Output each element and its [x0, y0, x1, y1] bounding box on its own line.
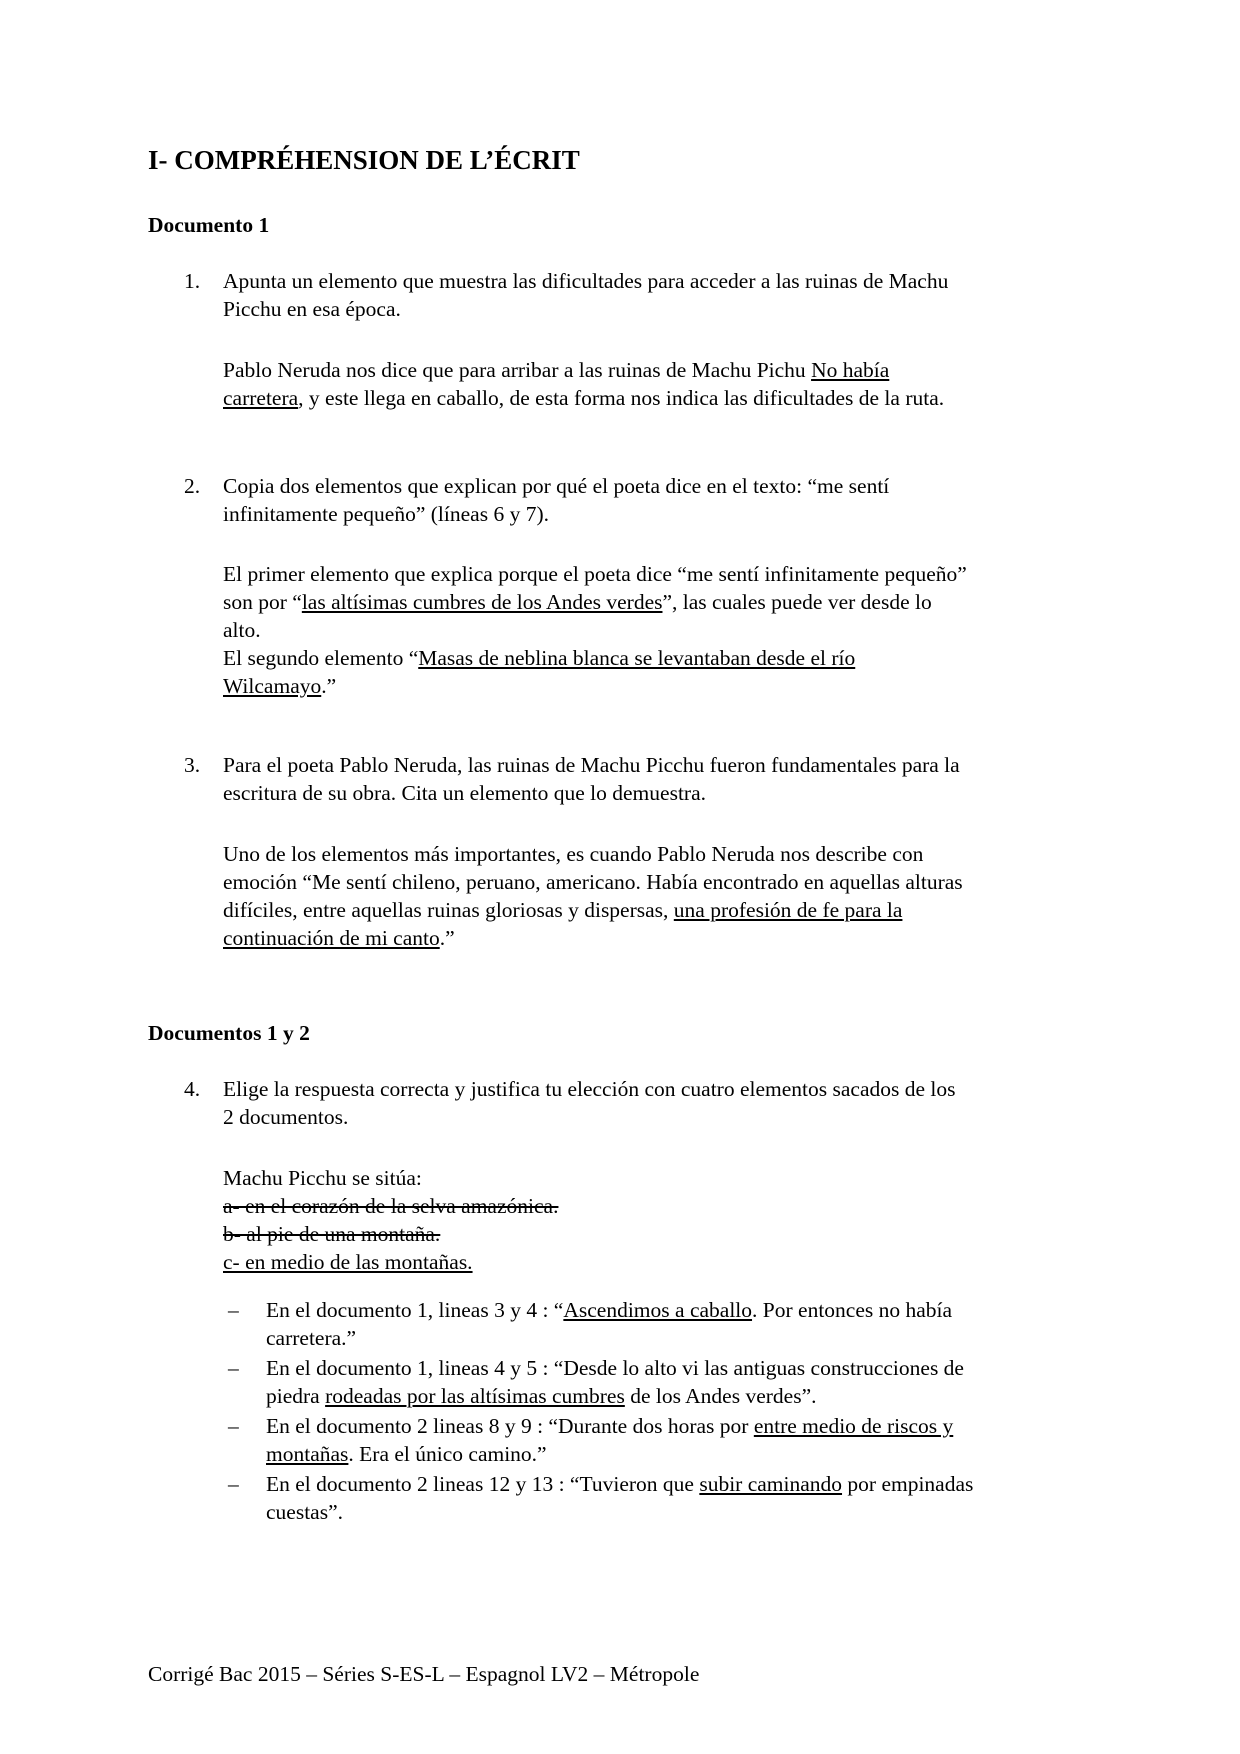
documents-1-2-heading: Documentos 1 y 2: [148, 1021, 310, 1045]
question-number: 2.: [184, 474, 201, 498]
question-text: Apunta un elemento que muestra las dificultades para acceder a las ruinas de Machu Picchu en esa época.: [223, 269, 949, 321]
justification-4: En el documento 2 lineas 12 y 13 : “Tuvieron que subir caminando por empinadas cuestas”.: [266, 1472, 974, 1524]
bullet-dash: –: [228, 1356, 239, 1380]
question-2: [184, 472, 1084, 532]
justification-3: En el documento 2 lineas 8 y 9 : “Durante dos horas por entre medio de riscos y montañas. Era el único camino.”: [266, 1414, 954, 1466]
bullet-dash: –: [228, 1414, 239, 1438]
option-b-struck: b- al pie de una montaña.: [223, 1222, 441, 1246]
answer-3: Uno de los elementos más importantes, es cuando Pablo Neruda nos describe con emoción “Me sentí chileno, peruano, americano. Había encontrado en aquellas alturas difíciles, entre aquellas ruinas gloriosas y dispersas, una profesión de fe para la continuación de mi canto.”: [223, 842, 963, 950]
option-a-struck: a- en el corazón de la selva amazónica.: [223, 1194, 559, 1218]
justification-1: En el documento 1, lineas 3 y 4 : “Ascendimos a caballo. Por entonces no había carretera.”: [266, 1298, 953, 1350]
question-1: [184, 267, 1084, 327]
bullet-dash: –: [228, 1298, 239, 1322]
question-number: 1.: [184, 269, 201, 293]
question-text: Copia dos elementos que explican por qué el poeta dice en el texto: “me sentí infinitamente pequeño” (líneas 6 y 7).: [223, 474, 890, 526]
section-title: I- COMPRÉHENSION DE L’ÉCRIT: [148, 145, 580, 175]
options-prompt: Machu Picchu se sitúa:: [223, 1166, 422, 1190]
page-footer: Corrigé Bac 2015 – Séries S-ES-L – Espagnol LV2 – Métropole: [148, 1662, 700, 1686]
answer-2: El primer elemento que explica porque el poeta dice “me sentí infinitamente pequeño” son por “las altísimas cumbres de los Andes verdes”, las cuales puede ver desde lo alto. El segundo elemento “Masas de neblina blanca se levantaban desde el río Wilcamayo.”: [223, 562, 967, 698]
option-c-correct: c- en medio de las montañas.: [223, 1250, 473, 1274]
answer-1: Pablo Neruda nos dice que para arribar a las ruinas de Machu Pichu No había carretera, y este llega en caballo, de esta forma nos indica las dificultades de la ruta.: [223, 358, 945, 410]
question-4: [184, 1075, 1084, 1135]
document-1-heading: Documento 1: [148, 213, 270, 237]
question-number: 4.: [184, 1077, 201, 1101]
question-text: Para el poeta Pablo Neruda, las ruinas de Machu Picchu fueron fundamentales para la escritura de su obra. Cita un elemento que lo demuestra.: [223, 753, 960, 805]
bullet-dash: –: [228, 1472, 239, 1496]
question-3: [184, 751, 1084, 811]
question-text: Elige la respuesta correcta y justifica tu elección con cuatro elementos sacados de los 2 documentos.: [223, 1077, 956, 1129]
question-number: 3.: [184, 753, 201, 777]
answer-4-options: [223, 1164, 1103, 1276]
justification-2: En el documento 1, lineas 4 y 5 : “Desde lo alto vi las antiguas construcciones de piedra rodeadas por las altísimas cumbres de los Andes verdes”.: [266, 1356, 964, 1408]
